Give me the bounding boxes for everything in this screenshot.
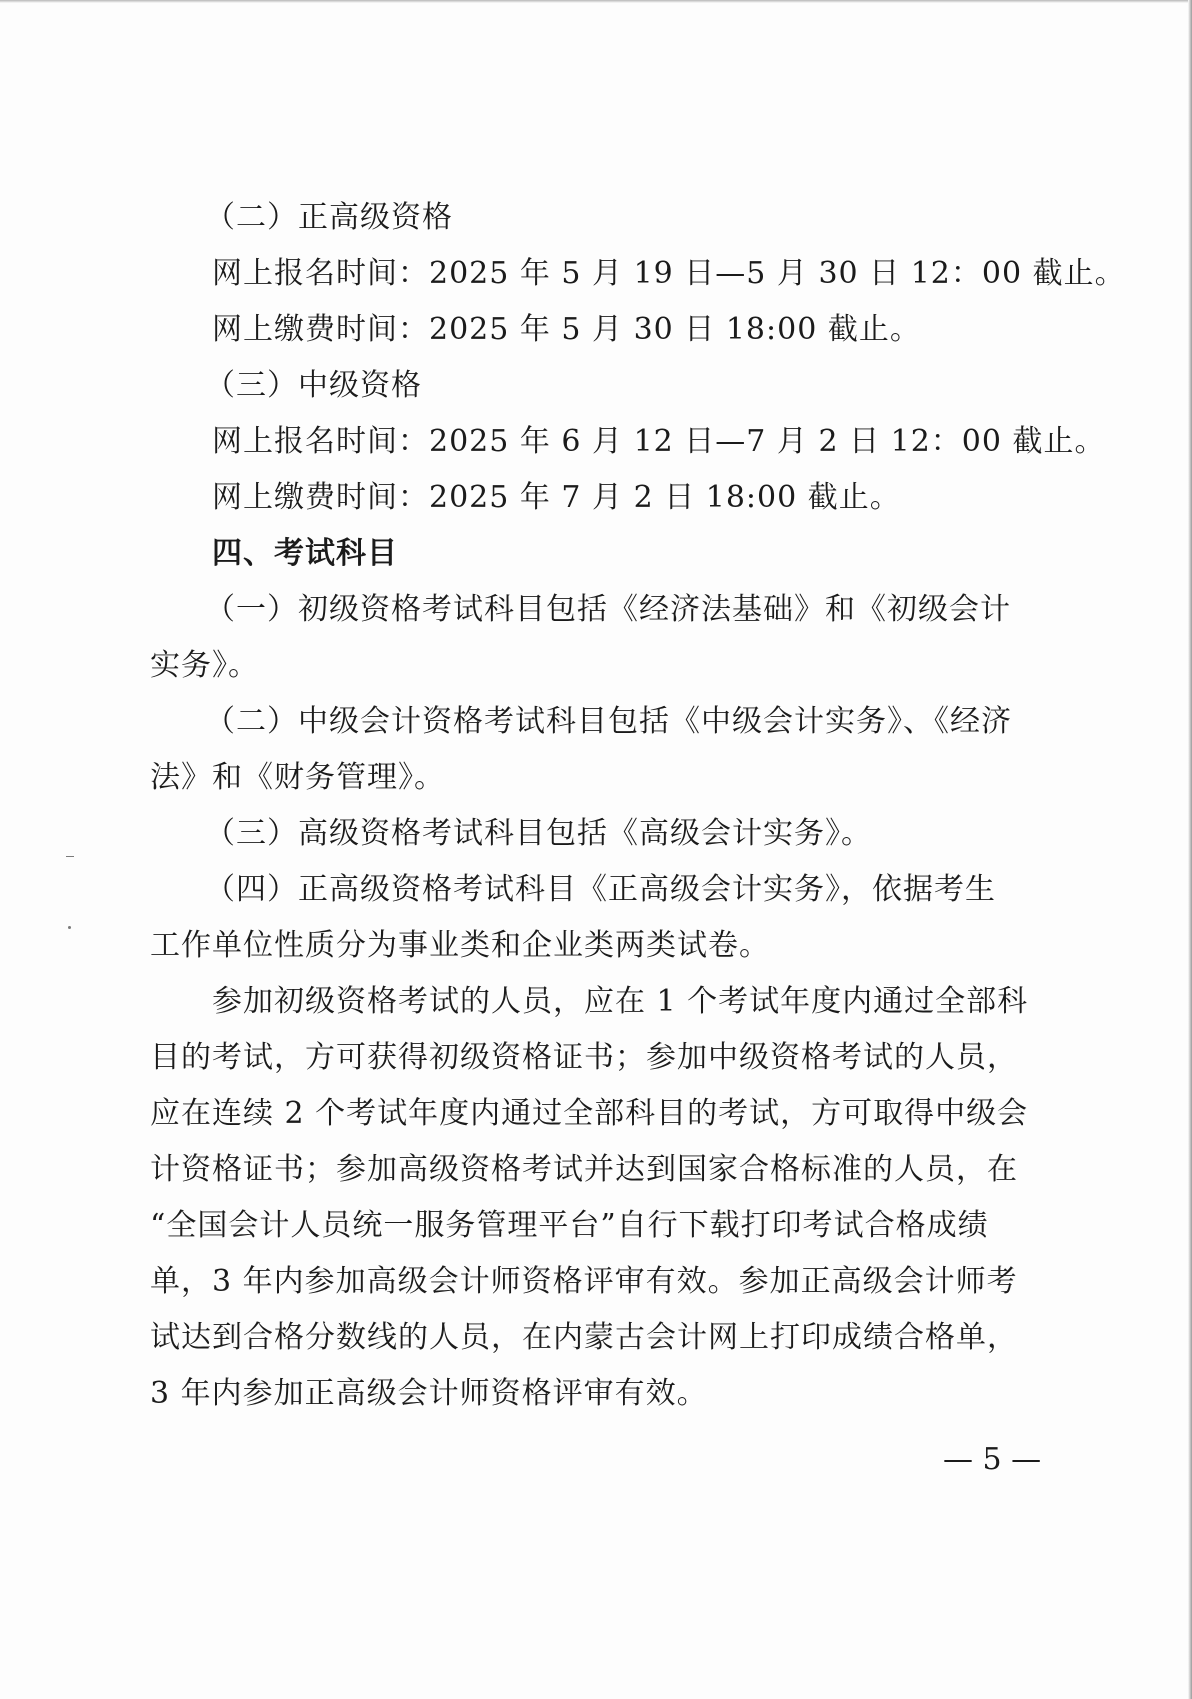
body-paragraph-line-6: 单，3 年内参加高级会计师资格评审有效。参加正高级会计师考 — [150, 1264, 1018, 1299]
scan-edge-right — [1188, 0, 1192, 1699]
scan-dot — [68, 926, 71, 929]
subjects-full-senior-line-1: （四）正高级资格考试科目《正高级会计实务》，依据考生 — [205, 872, 996, 907]
scan-edge-top — [0, 0, 1192, 3]
subjects-intermediate-line-1: （二）中级会计资格考试科目包括《中级会计实务》、《经济 — [205, 704, 1012, 739]
page-number: — 5 — — [943, 1442, 1042, 1477]
senior-registration-time: 网上报名时间：2025 年 5 月 19 日—5 月 30 日 12：00 截止。 — [212, 256, 1126, 291]
senior-payment-time: 网上缴费时间：2025 年 5 月 30 日 18:00 截止。 — [212, 312, 921, 347]
intermediate-payment-time: 网上缴费时间：2025 年 7 月 2 日 18:00 截止。 — [212, 480, 901, 515]
body-paragraph-line-4: 计资格证书；参加高级资格考试并达到国家合格标准的人员，在 — [150, 1152, 1018, 1187]
subjects-senior: （三）高级资格考试科目包括《高级会计实务》。 — [205, 816, 872, 851]
subjects-intermediate-line-2: 法》和《财务管理》。 — [150, 760, 445, 795]
body-paragraph-line-5: “全国会计人员统一服务管理平台”自行下载打印考试合格成绩 — [150, 1208, 989, 1243]
section-heading-exam-subjects: 四、考试科目 — [212, 536, 398, 571]
subjects-full-senior-line-2: 工作单位性质分为事业类和企业类两类试卷。 — [150, 928, 770, 963]
subjects-junior-line-1: （一）初级资格考试科目包括《经济法基础》和《初级会计 — [205, 592, 1011, 627]
scan-speck — [66, 856, 74, 857]
body-paragraph-line-7: 试达到合格分数线的人员，在内蒙古会计网上打印成绩合格单， — [150, 1320, 1018, 1355]
subheading-senior-qualification: （二）正高级资格 — [205, 200, 453, 235]
body-paragraph-line-2: 目的考试，方可获得初级资格证书；参加中级资格考试的人员， — [150, 1040, 1018, 1075]
body-paragraph-line-1: 参加初级资格考试的人员，应在 1 个考试年度内通过全部科 — [212, 984, 1029, 1019]
body-paragraph-line-8: 3 年内参加正高级会计师资格评审有效。 — [150, 1376, 708, 1411]
body-paragraph-line-3: 应在连续 2 个考试年度内通过全部科目的考试，方可取得中级会 — [150, 1096, 1029, 1131]
subjects-junior-line-2: 实务》。 — [150, 648, 259, 683]
intermediate-registration-time: 网上报名时间：2025 年 6 月 12 日—7 月 2 日 12：00 截止。 — [212, 424, 1106, 459]
subheading-intermediate-qualification: （三）中级资格 — [205, 368, 422, 403]
